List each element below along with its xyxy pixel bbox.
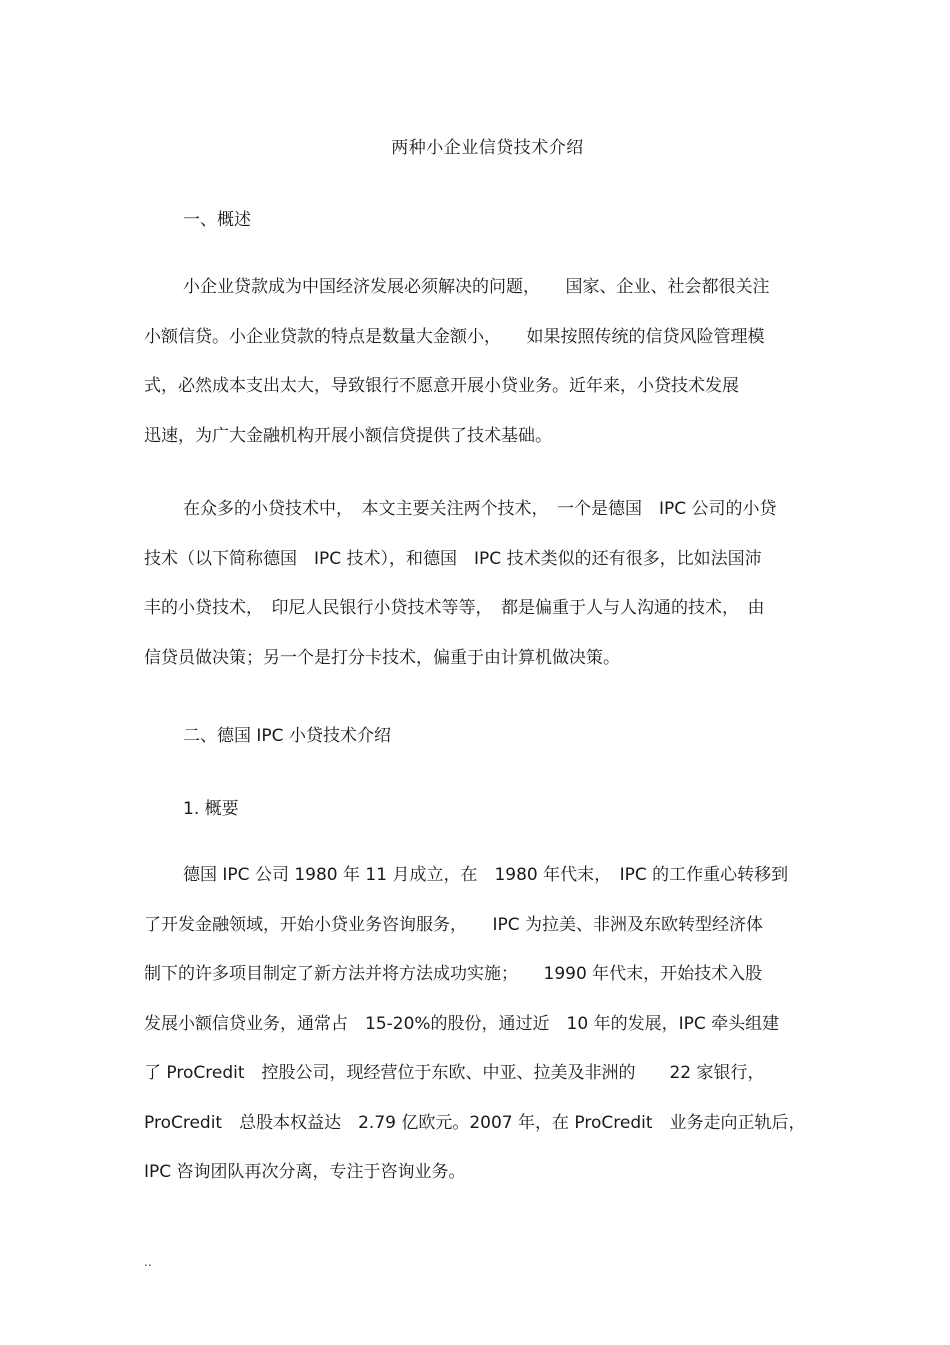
paragraph-line: 制下的许多项目制定了新方法并将方法成功实施； 1990 年代末，开始技术入股 bbox=[144, 964, 763, 984]
paragraph-overview-2 bbox=[144, 485, 809, 683]
paragraph-line: 发展小额信贷业务，通常占 15-20%的股份，通过近 10 年的发展，IPC 牵头组建 bbox=[144, 1013, 780, 1034]
paragraph-line: 德国 IPC 公司 1980 年 11 月成立，在 1980 年代末， IPC 的工作重心转移到 bbox=[183, 865, 789, 885]
paragraph-line: 了开发金融领域，开始小贷业务咨询服务， IPC 为拉美、非洲及东欧转型经济体 bbox=[144, 914, 764, 935]
document-title: 两种小企业信贷技术介绍 bbox=[391, 138, 584, 158]
paragraph-line: 小额信贷。小企业贷款的特点是数量大金额小， 如果按照传统的信贷风险管理模 bbox=[144, 326, 765, 347]
paragraph-line: 式，必然成本支出太大，导致银行不愿意开展小贷业务。近年来，小贷技术发展 bbox=[144, 376, 739, 396]
paragraph-line: 迅速，为广大金融机构开展小额信贷提供了技术基础。 bbox=[144, 425, 552, 446]
section-heading-ipc: 二、德国 IPC 小贷技术介绍 bbox=[183, 726, 391, 746]
paragraph-line: ProCredit 总股本权益达 2.79 亿欧元。2007 年，在 ProCredit 业务走向正轨后， bbox=[144, 1112, 806, 1133]
subsection-heading-summary: 1. 概要 bbox=[183, 799, 239, 819]
paragraph-line: IPC 咨询团队再次分离，专注于咨询业务。 bbox=[144, 1162, 466, 1182]
paragraph-line: 信贷员做决策；另一个是打分卡技术，偏重于由计算机做决策。 bbox=[144, 647, 620, 668]
paragraph-overview-1 bbox=[144, 263, 809, 461]
paragraph-line: 在众多的小贷技术中， 本文主要关注两个技术， 一个是德国 IPC 公司的小贷 bbox=[183, 499, 777, 519]
paragraph-line: 小企业贷款成为中国经济发展必须解决的问题， 国家、企业、社会都很关注 bbox=[183, 277, 770, 297]
paragraph-line: 丰的小贷技术， 印尼人民银行小贷技术等等， 都是偏重于人与人沟通的技术， 由 bbox=[144, 598, 765, 618]
paragraph-ipc-summary bbox=[144, 851, 809, 1198]
footer-mark: .. bbox=[144, 1255, 152, 1269]
paragraph-line: 了 ProCredit 控股公司，现经营位于东欧、中亚、拉美及非洲的 22 家银行， bbox=[144, 1063, 765, 1083]
paragraph-line: 技术（以下简称德国 IPC 技术），和德国 IPC 技术类似的还有很多，比如法国沛 bbox=[144, 548, 762, 569]
section-heading-overview: 一、概述 bbox=[183, 210, 251, 230]
